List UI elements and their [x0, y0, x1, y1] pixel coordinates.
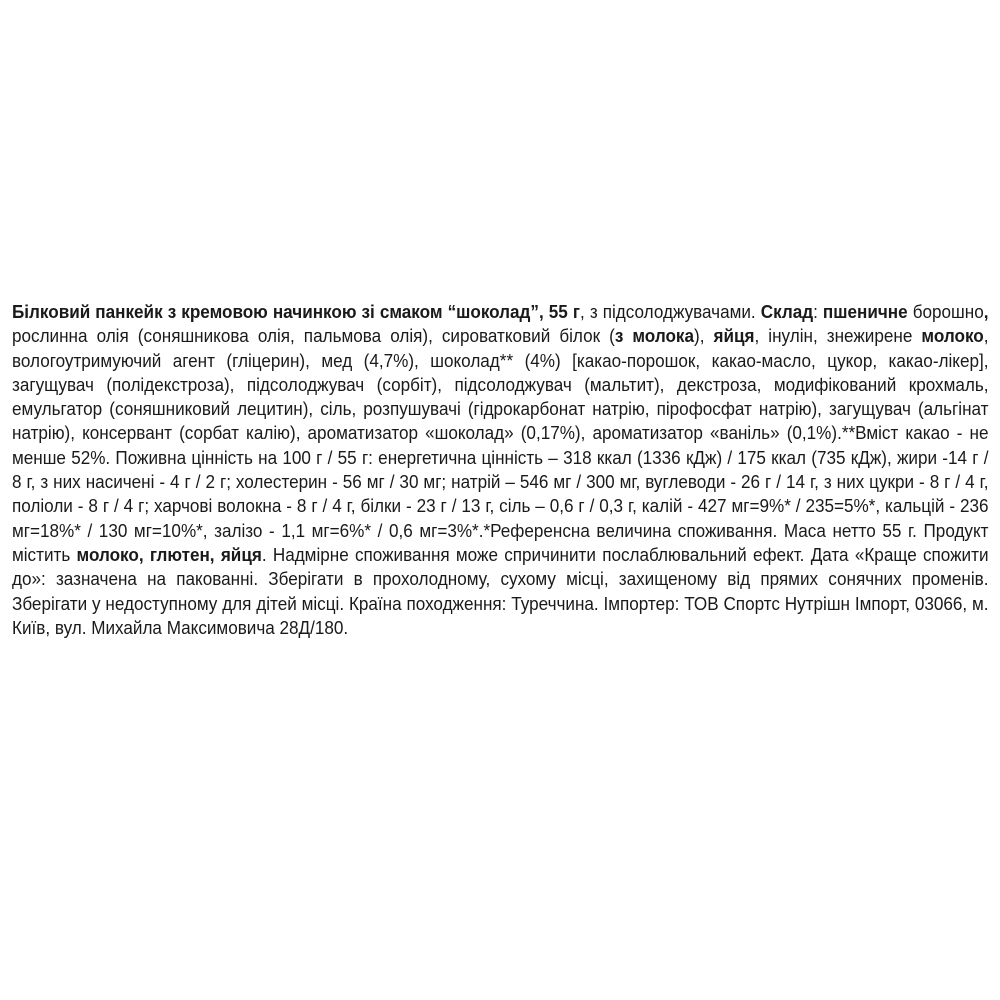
label-segment: ),: [693, 325, 714, 347]
allergen-highlight: молоко: [921, 325, 984, 347]
allergen-summary: молоко, глютен, яйця: [76, 543, 262, 565]
label-segment: , з підсолоджувачами.: [580, 301, 761, 322]
ingredients-and-nutrition: , вологоутримуючий агент (гліцерин), мед (4,7%), шоколад** (4%) [какао-порошок, какао-масло, цукор, какао-лікер], загущувач (полідекстроза), підсолоджувач (сорбіт), підсолоджувач (мальтит), декстроза, модифікований крохмаль, емульгатор (соняшниковий лецитин), сіль, розпушувачі (гідрокарбонат натрію, пірофосфат натрію), загущувач (альгінат натрію), консервант (сорбат калію), ароматизатор «шоколад» (0,17%), ароматизатор «ваніль» (0,1%).**Вміст какао - не менше 52%. Поживна цінність на 100 г / 55 г: енергетична цінність – 318 ккал (1336 кДж) / 175 ккал (735 кДж), жири -14 г / 8 г, з них насичені - 4 г / 2 г; холестерин - 56 мг / 30 мг; натрій – 546 мг / 300 мг, вуглеводи - 26 г / 14 г, з них цукри - 8 г / 4 г, поліоли - 8 г / 4 г; харчові волокна - 8 г / 4 г, білки - 23 г / 13 г, сіль – 0,6 г / 0,3 г, калій - 427 мг=9%* / 235=5%*, кальцій - 236 мг=18%* / 130 мг=10%*, залізо - 1,1 мг=6%* / 0,6 мг=3%*.*Референсна величина споживання. Маса нетто 55 г. Продукт містить: [12, 325, 989, 565]
label-segment: :: [813, 301, 823, 322]
product-title: Білковий панкейк з кремовою начинкою зі смаком “шоколад”, 55 г: [12, 301, 581, 322]
label-segment: рослинна олія (соняшникова олія, пальмова олія), сироватковий білок (: [12, 325, 615, 347]
composition-heading: Склад: [760, 301, 814, 322]
storage-and-importer: . Надмірне споживання може спричинити послаблювальний ефект. Дата «Краще спожити до»: зазначена на пакованні. Зберігати в прохолодному, сухому місці, захищеному від прямих сонячних променів. Зберігати у недоступному для дітей місці. Країна походження: Туреччина. Імпортер: ТОВ Спортс Нутрішн Імпорт, 03066, м. Київ, вул. Михайла Максимовича 28Д/180.: [12, 543, 989, 638]
allergen-highlight: яйця: [713, 325, 755, 347]
label-segment: , інулін, знежирене: [754, 325, 922, 347]
allergen-highlight: з молока: [614, 325, 694, 347]
label-segment: борошно: [907, 301, 984, 322]
label-segment: ,: [983, 301, 989, 322]
allergen-highlight: пшеничне: [822, 301, 908, 322]
product-label-text: [12, 300, 989, 640]
